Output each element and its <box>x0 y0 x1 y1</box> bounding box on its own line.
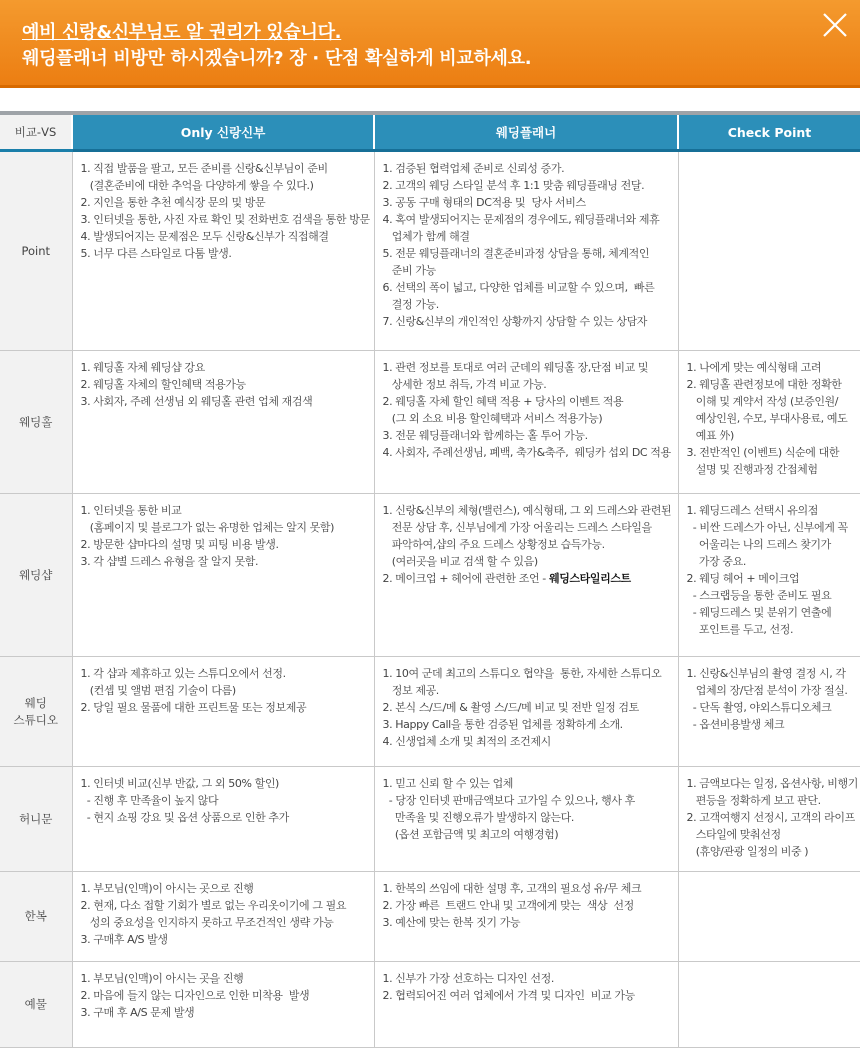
list-item: 2. 가장 빠른 트랜드 안내 및 고객에게 맞는 색상 선정 <box>382 899 634 912</box>
cell-list <box>81 970 370 1021</box>
cell-list <box>383 775 674 843</box>
cell-only <box>72 962 374 1048</box>
list-item: 2. 협력되어진 여러 업체에서 가격 및 디자인 비교 가능 <box>382 989 635 1002</box>
cell-list <box>687 665 857 733</box>
list-item: 준비 가능 <box>382 264 436 277</box>
list-item: 3. 각 샵별 드레스 유형을 잘 알지 못함. <box>80 555 259 568</box>
list-item: 2. 지인을 통한 추천 예식장 문의 및 방문 <box>80 196 266 209</box>
cell-planner <box>374 962 678 1048</box>
cell-list <box>383 502 674 587</box>
banner-subheadline: 웨딩플래너 비방만 하시겠습니까? 장 · 단점 확실하게 비교하세요. <box>22 48 532 69</box>
list-item: - 당장 인터넷 판매금액보다 고가일 수 있으나, 행사 후 <box>382 794 635 807</box>
row-label: 한복 <box>0 872 72 962</box>
cell-planner <box>374 494 678 657</box>
header-wedding-planner: 웨딩플래너 <box>374 115 678 151</box>
list-item: 1. 관련 정보를 토대로 여러 군데의 웨딩홀 장,단점 비교 및 <box>382 361 649 374</box>
cell-list <box>687 359 857 478</box>
list-item: 4. 사회자, 주례선생님, 폐백, 축가&축주, 웨딩카 섭외 DC 적용 <box>382 446 671 459</box>
row-label: 웨딩샵 <box>0 494 72 657</box>
cell-list <box>383 970 674 1004</box>
list-item: 1. 금액보다는 일정, 옵션사항, 비행기 <box>686 777 858 790</box>
list-item: 3. 인터넷을 통한, 사진 자료 확인 및 전화번호 검색을 통한 방문 <box>80 213 370 226</box>
list-item: 2. 현재, 다소 접할 기회가 별로 없는 우리옷이기에 그 필요 <box>80 899 347 912</box>
cell-list <box>81 665 370 716</box>
cell-check <box>678 351 860 494</box>
table-row <box>0 657 860 767</box>
list-item: 2. 고객의 웨딩 스타일 분석 후 1:1 맞춤 웨딩플래닝 전달. <box>382 179 645 192</box>
list-item: 3. 예산에 맞는 한복 짓기 가능 <box>382 916 521 929</box>
header-vs: 비교-VS <box>0 115 72 151</box>
list-item: (결혼준비에 대한 추억을 다양하게 쌓을 수 있다.) <box>80 179 314 192</box>
list-item: 1. 웨딩홀 자체 웨딩샵 강요 <box>80 361 205 374</box>
list-item: 3. 전문 웨딩플래너와 함께하는 홀 투어 가능. <box>382 429 588 442</box>
cell-planner <box>374 767 678 872</box>
cell-planner <box>374 657 678 767</box>
list-item: 4. 혹여 발생되어지는 문제점의 경우에도, 웨딩플래너와 제휴 <box>382 213 660 226</box>
list-item: 1. 신랑&신부의 체형(밸런스), 예식형태, 그 외 드레스와 관련된 <box>382 504 672 517</box>
list-item: 3. 사회자, 주례 선생님 외 웨딩홀 관련 업체 재검색 <box>80 395 313 408</box>
cell-only <box>72 494 374 657</box>
list-item: 이해 및 계약서 작성 (보증인원/ <box>686 395 839 408</box>
stylist-link[interactable]: 웨딩스타일리스트 <box>548 572 631 585</box>
list-item: 1. 웨딩드레스 선택시 유의점 <box>686 504 818 517</box>
cell-list <box>687 775 857 860</box>
list-item: 5. 전문 웨딩플래너의 결혼준비과정 상담을 통해, 체계적인 <box>382 247 650 260</box>
cell-list <box>81 880 370 948</box>
list-item: 2. 웨딩홀 자체 할인 혜택 적용 + 당사의 이벤트 적용 <box>382 395 624 408</box>
banner-headline: 예비 신랑&신부님도 알 권리가 있습니다. <box>22 22 342 43</box>
list-item: 결정 가능. <box>382 298 439 311</box>
list-item: 어울리는 나의 드레스 찾기가 <box>686 538 831 551</box>
list-item: 1. 한복의 쓰임에 대한 설명 후, 고객의 필요성 유/무 체크 <box>382 882 642 895</box>
list-item: 예상인원, 수모, 부대사용료, 예도 <box>686 412 848 425</box>
list-item: 2. 메이크업 + 헤어에 관련한 조언 - 웨딩스타일리스트 <box>382 572 631 585</box>
list-item: 3. 구매 후 A/S 문제 발생 <box>80 1006 195 1019</box>
list-item: 2. 웨딩홀 관련정보에 대한 정확한 <box>686 378 842 391</box>
cell-list <box>81 160 370 262</box>
list-item: (옵션 포함금액 및 최고의 여행경험) <box>382 828 559 841</box>
list-item: 3. 구매후 A/S 발생 <box>80 933 168 946</box>
list-item: 예표 外) <box>686 429 734 442</box>
list-item: 만족율 및 진행오류가 발생하지 않는다. <box>382 811 574 824</box>
cell-only <box>72 767 374 872</box>
table-row <box>0 351 860 494</box>
list-item: 가장 중요. <box>686 555 746 568</box>
cell-list <box>383 880 674 931</box>
list-item: 5. 너무 다른 스타일로 다툼 발생. <box>80 247 232 260</box>
list-item: - 비싼 드레스가 아닌, 신부에게 꼭 <box>686 521 848 534</box>
cell-list <box>687 502 857 638</box>
cell-check <box>678 494 860 657</box>
list-item: 파악하여,샵의 주요 드레스 상황정보 습득가능. <box>382 538 605 551</box>
cell-check <box>678 151 860 351</box>
list-item: 1. 나에게 맞는 예식형태 고려 <box>686 361 822 374</box>
table-body <box>0 151 860 1048</box>
list-item: 2. 웨딩홀 자체의 할인혜택 적용가능 <box>80 378 246 391</box>
cell-list <box>81 775 370 826</box>
row-label: 웨딩 스튜디오 <box>0 657 72 767</box>
cell-only <box>72 151 374 351</box>
list-item: 3. Happy Call을 통한 검증된 업체를 정확하게 소개. <box>382 718 623 731</box>
cell-check <box>678 872 860 962</box>
table-row <box>0 962 860 1048</box>
list-item: 편등을 정확하게 보고 판단. <box>686 794 821 807</box>
list-item: 3. 공동 구매 형태의 DC적용 및 당사 서비스 <box>382 196 586 209</box>
list-item: (그 외 소요 비용 할인혜택과 서비스 적용가능) <box>382 412 603 425</box>
list-item: 4. 발생되어지는 문제점은 모두 신랑&신부가 직접해결 <box>80 230 329 243</box>
list-item: 전문 상담 후, 신부님에게 가장 어울리는 드레스 스타일을 <box>382 521 652 534</box>
list-item: 2. 방문한 샵마다의 설명 및 피팅 비용 발생. <box>80 538 279 551</box>
table-row <box>0 767 860 872</box>
cell-list <box>81 502 370 570</box>
list-item: - 단독 촬영, 야외스튜디오체크 <box>686 701 832 714</box>
cell-check <box>678 657 860 767</box>
table-row <box>0 494 860 657</box>
list-item: 1. 인터넷 비교(신부 반값, 그 외 50% 할인) <box>80 777 279 790</box>
list-item: 1. 10여 군데 최고의 스튜디오 협약을 통한, 자세한 스튜디오 <box>382 667 662 680</box>
list-item: 3. 전반적인 (이벤트) 식순에 대한 <box>686 446 840 459</box>
list-item: 업체의 장/단점 분석이 가장 절실. <box>686 684 848 697</box>
list-item: 1. 부모님(인맥)이 아시는 곳을 진행 <box>80 972 244 985</box>
list-item: 포인트를 두고, 선정. <box>686 623 794 636</box>
list-item: 1. 인터넷을 통한 비교 <box>80 504 182 517</box>
table-header-row <box>0 115 860 151</box>
list-item: 설명 및 진행과정 간접체험 <box>686 463 818 476</box>
cell-list <box>81 359 370 410</box>
cell-only <box>72 657 374 767</box>
cell-list <box>383 665 674 750</box>
list-item: 2. 웨딩 헤어 + 메이크업 <box>686 572 800 585</box>
list-item: (휴양/관광 일정의 비중 ) <box>686 845 809 858</box>
list-item: 2. 마음에 들지 않는 디자인으로 인한 미착용 발생 <box>80 989 310 1002</box>
row-label: Point <box>0 151 72 351</box>
list-item: 1. 부모님(인맥)이 아시는 곳으로 진행 <box>80 882 254 895</box>
list-item: (컨셉 및 앨범 편집 기술이 다름) <box>80 684 236 697</box>
list-item: 2. 당일 필요 물품에 대한 프린트물 또는 정보제공 <box>80 701 307 714</box>
list-item: 상세한 정보 취득, 가격 비교 가능. <box>382 378 547 391</box>
cell-list <box>383 359 674 461</box>
table-row <box>0 872 860 962</box>
header-check-point: Check Point <box>678 115 860 151</box>
spacer <box>0 88 860 111</box>
promo-banner <box>0 0 860 88</box>
row-label: 허니문 <box>0 767 72 872</box>
list-item: 1. 신랑&신부님의 촬영 결정 시, 각 <box>686 667 846 680</box>
list-item: (여러곳을 비교 검색 할 수 있음) <box>382 555 538 568</box>
list-item: 성의 중요성을 인지하지 못하고 무조건적인 생략 가능 <box>80 916 334 929</box>
list-item: - 옵션비용발생 체크 <box>686 718 785 731</box>
list-item: 2. 고객여행지 선정시, 고객의 라이프 <box>686 811 855 824</box>
cell-check <box>678 962 860 1048</box>
list-item: (홈페이지 및 블로그가 없는 유명한 업체는 알지 못함) <box>80 521 334 534</box>
cell-planner <box>374 151 678 351</box>
list-item: 1. 믿고 신뢰 할 수 있는 업체 <box>382 777 514 790</box>
list-item: 6. 선택의 폭이 넓고, 다양한 업체를 비교할 수 있으며, 빠른 <box>382 281 655 294</box>
cell-planner <box>374 872 678 962</box>
list-item: 업체가 함께 해결 <box>382 230 470 243</box>
cell-list <box>383 160 674 330</box>
row-label: 웨딩홀 <box>0 351 72 494</box>
list-item: 정보 제공. <box>382 684 439 697</box>
list-item: - 진행 후 만족율이 높지 않다 <box>80 794 219 807</box>
cell-planner <box>374 351 678 494</box>
header-only-couple: Only 신랑신부 <box>72 115 374 151</box>
comparison-table <box>0 115 860 1048</box>
list-item: 1. 각 샵과 제휴하고 있는 스튜디오에서 선정. <box>80 667 286 680</box>
list-item: 1. 검증된 협력업체 준비로 신뢰성 증가. <box>382 162 565 175</box>
list-item: - 현지 쇼핑 강요 및 옵션 상품으로 인한 추가 <box>80 811 289 824</box>
list-item: 7. 신랑&신부의 개인적인 상황까지 상담할 수 있는 상담자 <box>382 315 648 328</box>
list-item: 1. 신부가 가장 선호하는 디자인 선정. <box>382 972 554 985</box>
table-row <box>0 151 860 351</box>
list-item: 스타일에 맞춰선정 <box>686 828 781 841</box>
list-item: - 스크랩등을 통한 준비도 필요 <box>686 589 832 602</box>
cell-only <box>72 872 374 962</box>
cell-check <box>678 767 860 872</box>
list-item: - 웨딩드레스 및 분위기 연출에 <box>686 606 832 619</box>
list-item: 2. 본식 스/드/메 & 촬영 스/드/메 비교 및 전반 일정 검토 <box>382 701 639 714</box>
list-item: 4. 신생업체 소개 및 최적의 조건제시 <box>382 735 551 748</box>
cell-only <box>72 351 374 494</box>
close-icon[interactable] <box>818 8 852 42</box>
row-label: 예물 <box>0 962 72 1048</box>
list-item: 1. 직접 발품을 팔고, 모든 준비를 신랑&신부님이 준비 <box>80 162 328 175</box>
